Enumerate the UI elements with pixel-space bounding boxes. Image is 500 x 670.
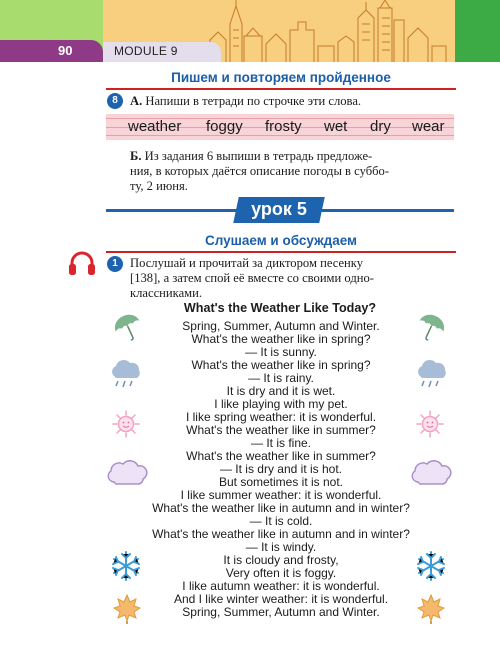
- snowflake-icon: [110, 550, 142, 582]
- song-line: Spring, Summer, Autumn and Winter.: [182, 605, 380, 619]
- header-dark-green-band: [455, 0, 500, 62]
- task-b-line: ния, в которых даётся описание погоды в суббо-: [130, 164, 390, 178]
- instruction-line: [138], а затем спой её вместе со своими одно-: [130, 271, 374, 285]
- guide-line: [106, 135, 454, 136]
- page-number: 90: [58, 43, 73, 58]
- autumn-leaf-icon: [112, 593, 142, 625]
- sun-icon: [112, 410, 140, 438]
- song-title: What's the Weather Like Today?: [183, 301, 377, 315]
- task-b-line: Из задания 6 выпиши в тетрадь предложе-: [144, 149, 373, 163]
- module-label: MODULE 9: [114, 44, 178, 58]
- cloud-icon: [410, 458, 452, 488]
- practice-word: foggy: [206, 118, 243, 135]
- song-line: — It is rainy.: [248, 371, 314, 385]
- song-line: But sometimes it is not.: [218, 475, 344, 489]
- task-a-text: Напиши в тетради по строчке эти слова.: [145, 94, 362, 108]
- practice-word: wet: [324, 118, 348, 135]
- rain-cloud-icon: [414, 358, 450, 390]
- song-line: What's the weather like in summer?: [186, 423, 376, 437]
- section-title-writing: Пишем и повторяем пройденное: [171, 70, 391, 85]
- song-line: I like autumn weather: it is wonderful.: [182, 579, 380, 593]
- task-a: [130, 94, 453, 109]
- song-line: — It is sunny.: [245, 345, 317, 359]
- task-b-line: ту, 2 июня.: [130, 179, 188, 193]
- song-line: — It is fine.: [250, 436, 312, 450]
- song-line: — It is windy.: [245, 540, 317, 554]
- autumn-leaf-icon: [416, 593, 446, 625]
- practice-word: weather: [128, 118, 182, 135]
- task-b: [130, 149, 453, 194]
- umbrella-icon: [113, 312, 143, 342]
- song-line: It is cloudy and frosty,: [223, 553, 339, 567]
- exercise-number-badge: 8: [107, 93, 123, 109]
- cloud-icon: [106, 458, 148, 488]
- song-line: What's the weather like in autumn and in winter?: [152, 501, 410, 515]
- song-line: I like spring weather: it is wonderful.: [185, 410, 377, 424]
- song-line: What's the weather like in autumn and in winter?: [152, 527, 410, 541]
- song-line: What's the weather like in spring?: [191, 332, 371, 346]
- practice-word: frosty: [265, 118, 302, 135]
- section-title-listening: Слушаем и обсуждаем: [204, 233, 358, 248]
- song-line: Spring, Summer, Autumn and Winter.: [182, 319, 380, 333]
- song-line: And I like winter weather: it is wonderful.: [173, 592, 389, 606]
- song-line: It is dry and it is wet.: [226, 384, 336, 398]
- exercise-number-badge: 1: [107, 256, 123, 272]
- headphones-icon: [68, 250, 96, 276]
- snowflake-icon: [415, 550, 447, 582]
- song-line: I like summer weather: it is wonderful.: [180, 488, 382, 502]
- page-header: [0, 0, 500, 62]
- section-divider: [106, 88, 456, 90]
- rain-cloud-icon: [108, 358, 144, 390]
- sun-icon: [416, 410, 444, 438]
- umbrella-icon: [416, 312, 446, 342]
- task-b-letter: Б.: [130, 149, 142, 163]
- song-line: — It is cold.: [249, 514, 313, 528]
- practice-word: wear: [412, 118, 445, 135]
- task-a-letter: А.: [130, 94, 143, 108]
- listening-instruction: [130, 256, 453, 301]
- song-line: I like playing with my pet.: [214, 397, 348, 411]
- song-line: Very often it is foggy.: [225, 566, 337, 580]
- practice-word: dry: [370, 118, 391, 135]
- instruction-line: Послушай и прочитай за диктором песенку: [130, 256, 364, 270]
- section-divider: [106, 251, 456, 253]
- lesson-title: урок 5: [251, 199, 307, 219]
- song-line: What's the weather like in summer?: [186, 449, 376, 463]
- instruction-line: классниками.: [130, 286, 203, 300]
- city-skyline-illustration: [206, 0, 456, 62]
- song-line: What's the weather like in spring?: [191, 358, 371, 372]
- song-line: — It is dry and it is hot.: [219, 462, 343, 476]
